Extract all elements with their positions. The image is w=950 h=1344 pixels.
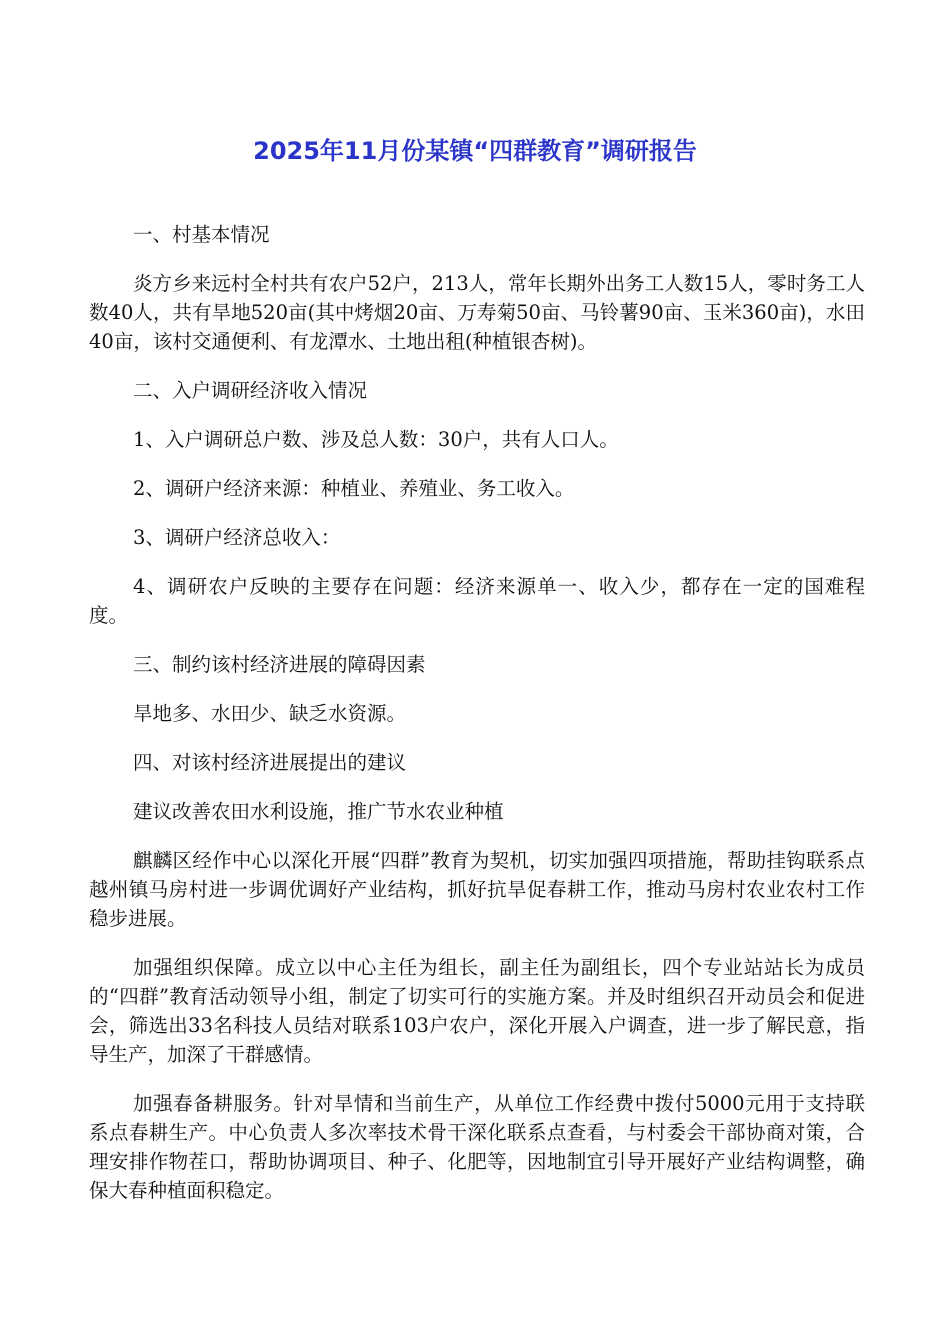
paragraph-suggestion: 建议改善农田水利设施，推广节水农业种植 — [133, 800, 504, 823]
paragraph-village-overview: 炎方乡来远村全村共有农户52户，213人，常年长期外出务工人数15人，零时务工人数40人，共有旱地520亩(其中烤烟20亩、万寿菊50亩、马铃薯90亩、玉米360亩)，水田40亩，该村交通便利、有龙潭水、土地出租(种植银杏树)。 — [89, 272, 865, 353]
list-item-main-problems: 4、调研农户反映的主要存在问题：经济来源单一、收入少，都存在一定的国难程度。 — [89, 575, 865, 627]
document-title: 2025年11月份某镇“四群教育”调研报告 — [253, 137, 697, 165]
section-heading-household-income: 二、入户调研经济收入情况 — [133, 379, 368, 402]
document-body — [89, 220, 865, 1225]
section-heading-basic-info: 一、村基本情况 — [133, 223, 270, 246]
section-heading-suggestions: 四、对该村经济进展提出的建议 — [133, 751, 407, 774]
list-item-total-income: 3、调研户经济总收入： — [133, 526, 341, 549]
paragraph-organization: 加强组织保障。成立以中心主任为组长，副主任为副组长，四个专业站站长为成员的“四群”教育活动领导小组，制定了切实可行的实施方案。并及时组织召开动员会和促进会，筛选出33名科技人员结对联系103户农户，深化开展入户调查，进一步了解民意，指导生产，加深了干群感情。 — [89, 956, 865, 1066]
paragraph-obstacles: 旱地多、水田少、缺乏水资源。 — [133, 702, 407, 725]
section-heading-obstacles: 三、制约该村经济进展的障碍因素 — [133, 653, 426, 676]
list-item-survey-households: 1、入户调研总户数、涉及总人数：30户，共有人口人。 — [133, 428, 619, 451]
list-item-income-sources: 2、调研户经济来源：种植业、养殖业、务工收入。 — [133, 477, 575, 500]
paragraph-center-overview: 麒麟区经作中心以深化开展“四群”教育为契机，切实加强四项措施，帮助挂钩联系点越州镇马房村进一步调优调好产业结构，抓好抗旱促春耕工作，推动马房村农业农村工作稳步进展。 — [89, 849, 865, 930]
paragraph-spring-farming: 加强春备耕服务。针对旱情和当前生产，从单位工作经费中拨付5000元用于支持联系点春耕生产。中心负责人多次率技术骨干深化联系点查看，与村委会干部协商对策，合理安排作物茬口，帮助协调项目、种子、化肥等，因地制宜引导开展好产业结构调整，确保大春种植面积稳定。 — [89, 1092, 865, 1202]
